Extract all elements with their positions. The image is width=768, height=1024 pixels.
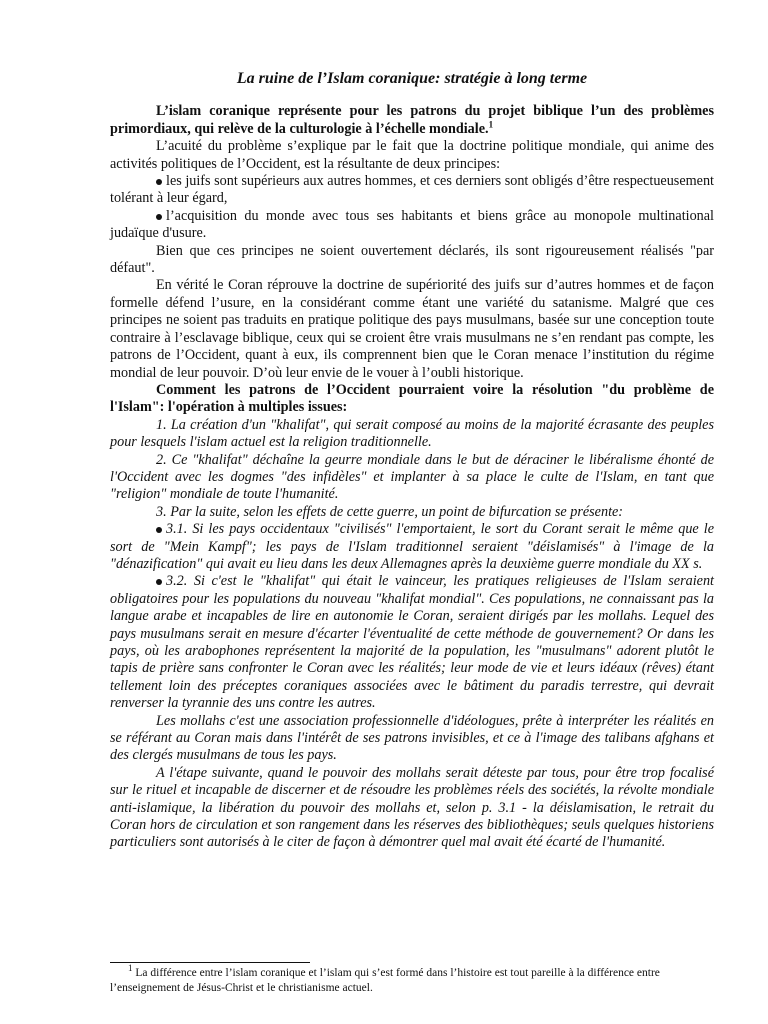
bullet-icon bbox=[156, 214, 162, 220]
footnote-text: La différence entre l’islam coranique et l’islam qui s’est formé dans l’histoire est tout pareille à la différence entre l’enseignement de Jésus-Christ et le christianisme actuel. bbox=[110, 967, 660, 994]
paragraph-default: Bien que ces principes ne soient ouvertement déclarés, ils sont rigoureusement réalisés "par défaut". bbox=[110, 242, 714, 277]
document-page bbox=[110, 62, 714, 852]
item-3-1 bbox=[110, 521, 714, 573]
paragraph-principles-intro: L’acuité du problème s’explique par le fait que la doctrine politique mondiale, qui anime des activités politiques de l’Occident, est la résultante de deux principes: bbox=[110, 138, 714, 172]
footnote-mark: 1 bbox=[128, 963, 133, 974]
item-khalifat-war: 2. Ce "khalifat" déchaîne la geurre mondiale dans le but de déraciner le libéralisme éhonté de l'Occident avec les dogmes "des infidèles" et implanter à sa place le culte de l'Islam, en tant que "religion" mondiale de toute l'humanité. bbox=[110, 451, 714, 503]
bullet-item bbox=[110, 208, 714, 243]
paragraph-resolution-heading: Comment les patrons de l’Occident pourraient voire la résolution "du problème de l'Islam": l'opération à multiples issues: bbox=[110, 381, 714, 416]
bullet-icon bbox=[156, 579, 162, 585]
paragraph-intro-text: L’islam coranique représente pour les patrons du projet biblique l’un des problèmes primordiaux, qui relève de la culturologie à l’échelle mondiale. bbox=[110, 103, 714, 137]
footnote bbox=[110, 963, 714, 996]
item-3-2 bbox=[110, 573, 714, 712]
document-title: La ruine de l’Islam coranique: stratégie à long terme bbox=[236, 70, 588, 87]
item-3-1-text: 3.1. Si les pays occidentaux "civilisés" l'emportaient, le sort du Corant serait le même que le sort de "Mein Kampf"; les pays de l'Islam traditionnel seraient "déislamisés" à l'image de la "dénazification" qui avait eu lieu dans les deux Allemagnes après la deuxième guerre mondiale du XX s. bbox=[110, 521, 714, 572]
paragraph-next-step: A l'étape suivante, quand le pouvoir des mollahs serait déteste par tous, pour être trop focalisé sur le rituel et incapable de discerner et de résoudre les problèmes réels des sociétés, la révolte mondiale anti-islamique, la libération du pouvoir des mollahs et, selon p. 3.1 - la déislamisation, le retrait du Coran hors de circulation et son rangement dans les réserves des bibliothèques; seuls quelques historiens particuliers sont autorisés à le citer de façon à démontrer quel mal avait été écarté de l'humanité. bbox=[110, 764, 714, 851]
bullet-icon bbox=[156, 179, 162, 185]
item-bifurcation: 3. Par la suite, selon les effets de cette guerre, un point de bifurcation se présente: bbox=[156, 503, 624, 520]
paragraph-mollahs: Les mollahs c'est une association professionnelle d'idéologues, prête à interpréter les réalités en se référant au Coran mais dans l'intérêt de ses patrons invisibles, et ce à l'image des talibans afghans et des clergés musulmans de tous les pays. bbox=[110, 712, 714, 764]
footnote-ref[interactable]: 1 bbox=[488, 119, 494, 130]
paragraph-coran: En vérité le Coran réprouve la doctrine de supériorité des juifs sur d’autres hommes et de façon formelle défend l’usure, en la considérant comme étant une variété du satanisme. Malgré que ces principes ne soient pas traduits en pratique politique des pays musulmans, basée sur une conception toute contraire à l’esclavage biblique, ceux qui se croient être vrais musulmans ne s’en rendant pas compte, les patrons de l’Occident, quant à eux, ils comprennent bien que le Coran menace l’institution du régime mondial de leur pouvoir. D’où leur envie de le vouer à l’oubli historique. bbox=[110, 277, 714, 381]
bullet-item bbox=[110, 173, 714, 208]
footnote-divider bbox=[110, 962, 310, 963]
bullet-text: les juifs sont supérieurs aux autres hommes, et ces derniers sont obligés d’être respectueusement tolérant à leur égard, bbox=[110, 173, 714, 207]
item-khalifat-creation: 1. La création d'un "khalifat", qui serait composé au moins de la majorité écrasante des peuples pour lesquels l'islam actuel est la religion traditionnelle. bbox=[110, 416, 714, 451]
bullet-text: l’acquisition du monde avec tous ses habitants et biens grâce au monopole multinational judaïque d'usure. bbox=[110, 207, 714, 242]
item-3-2-text: 3.2. Si c'est le "khalifat" qui était le vainceur, les pratiques religieuses de l'Islam seraient obligatoires pour les populations du nouveau "khalifat mondial". Ces populations, ne connaissant pas la langue arabe et incapables de lire en autonomie le Coran, seraient dirigés par les mollahs. Lequel des pays musulmans serait en mesure d'écarter l'éventualité de cette méthode de gouvernement? Or dans les pays, où les arabophones représentent la majorité de la population, les "musulmans" adorent plutôt le tapis de prière sans confronter le Coran avec les réalités; leur mode de vie et leurs idéaux (rêves) étant tellement loin des préceptes coraniques associées avec le bâtiment du paradis terrestre, qui devrait renverser la tyrannie des uns contre les autres. bbox=[110, 573, 714, 712]
bullet-icon bbox=[156, 527, 162, 533]
paragraph-intro bbox=[110, 103, 714, 138]
